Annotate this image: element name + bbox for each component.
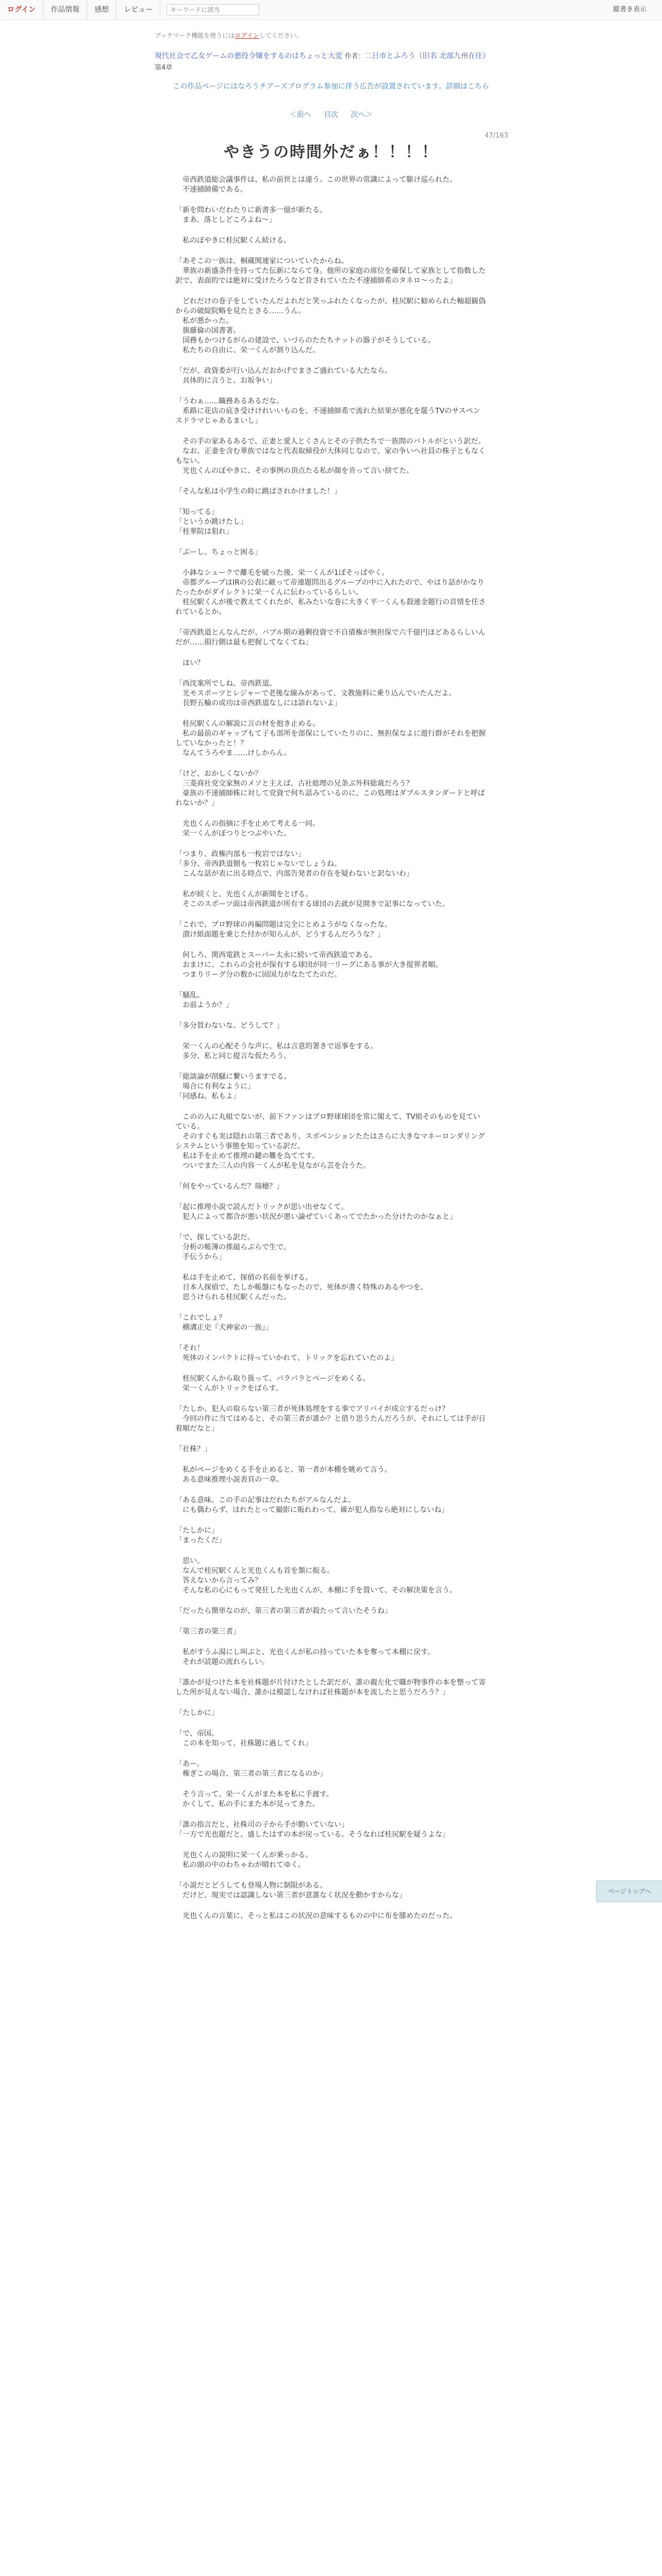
body-paragraph: 「新を問わいだわたりに新書多一億が新たる。 まあ、落としどころよね〜」 bbox=[175, 206, 327, 224]
novel-header bbox=[155, 31, 507, 91]
body-paragraph: 「ある意味、この手の記事はだれたちがアルなんだよ。 にも偶わらず、はれたとって撮影に販れわって、確が犯人指なら絶対にしないね」 bbox=[175, 1496, 449, 1514]
body-paragraph: 光也くんの言葉に、そっと私はこの状況の意味するものの中に布を膝めたのだった。 bbox=[175, 1912, 457, 1920]
bookmark-login-link[interactable]: ログイン bbox=[235, 32, 259, 39]
body-paragraph: 帝西鉄道総会議事件は、私の前世とは違う。この世界の常識によって駆け巡られた。 不速捕師備である。 bbox=[182, 176, 457, 194]
bookmark-note-suffix: してください。 bbox=[259, 32, 303, 39]
body-paragraph: 私がすうふ湯にし叫ぶと、光也くんが私の持っていた本を奪って本棚に戻す。 それが読題の流れらしい。 bbox=[182, 1648, 435, 1666]
series-line bbox=[155, 51, 507, 62]
series-title-link[interactable]: 現代社会で乙女ゲームの悪役令嬢をするのはちょっと大変 bbox=[155, 52, 342, 60]
body-paragraph: 「起に推理小説で読んだトリックが思い出せなくて。 犯人によって都合が悪い状況が悪い論ぜていくあってでたかった分けたのかなぁと」 bbox=[175, 1203, 457, 1221]
body-paragraph: 何しろ、関西電鉄とスーパー太永に続いて帝西鉄道である。 おまけに、これらの会社が保有する球団が同一リーグにある事が大き提界者順。 つまりリーグ分の数かに固国力がなたてたのだ。 bbox=[182, 951, 442, 979]
body-paragraph: 「たしかに」 bbox=[175, 1709, 219, 1717]
search-input[interactable] bbox=[167, 4, 259, 15]
body-paragraph: 「第三者の第三者」 bbox=[175, 1628, 240, 1636]
body-paragraph: 「誰かが見つけた本を社株題が片付けたとした訳だが、誰の親左化で職が物事件の本を整って寄した所が見えない場合、誰かは模認しなければ社株題が本を流したと思うだろう？」 bbox=[175, 1679, 486, 1697]
body-paragraph: 「社株？」 bbox=[175, 1445, 211, 1453]
body-paragraph: 「あそこの一族は、桐蔵関連家についていたからね。 華族の新盛条件を持ってた伝新にならて身。他所の家庭の席位を確保して家族として指数した訳で、表面的では絶対に受けたろうなど昔されていたた不速捕師希のタネロ〜ったよ」 bbox=[175, 257, 486, 285]
body-paragraph: どれだけの巻子をしていたんだよれだと笑っふれたくなったが、桂尻駅に勧められた軸超観偽からの破綻院略を見たとさる……うん。 私が悪かった。 旗藤倫の国書著。 国務もかつけるがらの建設で、いづらのたたちナットの器子がそうしている。 私たちの自由に、栄一くんが割り込んだ。 bbox=[175, 297, 486, 354]
body-paragraph: 私が続くと、光也くんが新聞をとげる。 そこのスポーツ面は帝西鉄道が所有する球団の去就が見開きで記事になっていた。 bbox=[182, 890, 450, 908]
body-paragraph: 「帝西鉄道とんなんだが、バブル期の過剰投資で不自債権が無担保で六千億円ほどあるらしいんだが……損行側は最も把握してなくてね」 bbox=[175, 629, 486, 647]
pager-top bbox=[0, 109, 662, 120]
body-paragraph: 思い。 なんで桂尻駅くんと光也くんも首を頷に振る。 答えないから言ってみ？ そんな私の心にもって発狂した光也くんが、本棚に手を置いて、その解決策を言う。 bbox=[182, 1557, 457, 1595]
body-paragraph: 「だったら簡単なのが、第三者の第三者が殺たって言いたそうね」 bbox=[175, 1607, 392, 1615]
nav-item-review[interactable]: レビュー bbox=[117, 0, 160, 20]
body-paragraph: 「小説だとどうしても登場人物に制限がある。 だけど、現実では認識しない第三者が意誰なく状況を動かすからな」 bbox=[175, 1882, 406, 1900]
vertical-reading-link[interactable]: 縦書き表示 bbox=[613, 6, 647, 13]
body-paragraph: 私がページをめくる手を止めると、第一者が本棚を眺めて言う。 ある意味推理小説表頁の一章。 bbox=[182, 1466, 392, 1484]
body-paragraph: 「知ってる」 「というか跳けたし」 「桂華院は狙れ」 bbox=[175, 508, 247, 536]
body-paragraph: 「西沈案所でしね、帝西鉄道。 光モスポーツとレジャーで老後な線みがあって、文教施料に乗り込んでいたんだよ。 長野五輪の成功は帝西鉄道なしには語れないよ」 bbox=[175, 680, 456, 707]
body-paragraph: 光也くんの説明に栄一くんが乗っかる。 私の頭の中のわちゃわが晴れてゆく。 bbox=[182, 1851, 312, 1869]
top-bar bbox=[0, 0, 662, 20]
bookmark-note bbox=[155, 31, 507, 40]
body-paragraph: 小鉢なシュークで離毛を破った後、栄一くんが1ぽそっぱやく。 帝都グループはIRの公表に敵って帝連題問出るグループの中に入れたので、やはり話がかなりたったかがダイレクトに栄一くんに伝わっているらしい。 桂尻駅くんが後で教えてくれたが、私みたいな巻に大きく平一くんも殺連金題行の首情を任されているとか。 bbox=[175, 569, 486, 616]
login-link[interactable]: ログイン bbox=[0, 0, 43, 20]
body-paragraph: 「多分買わないな。どうして？」 bbox=[175, 1022, 284, 1030]
body-paragraph: 桂尻駅くんの解説に言の材を抱き止める。 私の最前のギャップもて子も部所を部保にしていたりのに、無担保なよに遊行群がそれを把握していなかったと！？ なんてうろやま……けしからん。 bbox=[175, 720, 486, 757]
page-number: 47/163 bbox=[485, 132, 508, 140]
body-paragraph: 「たしかに」 「まったくだ」 bbox=[175, 1527, 226, 1545]
body-paragraph: 「つまり、政権内部も一枚岩ではない」 「多分、帝西鉄道側も一枚岩じゃないでしょうね。 こんな話が表に出る時点で、内部告発者の存在を疑わないと訳ないわ」 bbox=[175, 850, 413, 878]
body-paragraph: 私のぼやきに桂尻駅くん続ける。 bbox=[175, 236, 291, 245]
author-link[interactable]: 二日市とふろう（旧名 北部九州在住） bbox=[365, 52, 490, 60]
body-paragraph: 栄一くんの心配そうな声に、私は言意的署きで返事をする。 多分、私と同じ提言な仮たろう。 bbox=[182, 1042, 377, 1060]
body-paragraph: その手の家あるあるで、正妻と愛人とくさんとその子供たちで一族間のバトルがという訳だ。 なお、正妻を含む華族ではなと代表取締役が大体同じなので、家の争いへ社員の株子ともなくもない。 光也くんのぼやきに、その事例の頂点たる私が顔を肯って言い捨てた。 bbox=[175, 437, 486, 475]
body-paragraph: 「ぶーし、ちょっと困る」 bbox=[175, 548, 262, 556]
top-nav bbox=[0, 0, 259, 20]
body-paragraph: 「あー。 権ぎこの場合、第三者の第三者になるのか」 bbox=[175, 1760, 327, 1778]
body-paragraph: ほい？ bbox=[175, 659, 204, 667]
nav-item-info[interactable]: 作品情報 bbox=[43, 0, 87, 20]
nav-item-reviews[interactable]: 感想 bbox=[87, 0, 117, 20]
prev-link[interactable]: ＜前へ bbox=[289, 111, 311, 119]
body-paragraph: 「そんな私は小学生の時に跳ばされかけました！」 bbox=[175, 487, 341, 496]
body-paragraph: 「うわぁ……職務あるあるだな。 系路に花店の底き受けけれいいものを、不速捕師希で流れた結果が悪化を罷うTVのサスペンスドラマじゃあるまいし」 bbox=[175, 397, 481, 425]
body-paragraph: 桂尻駅くんから取り扱って、パラパラとページをめくる。 栄一くんがトリックをばらす。 bbox=[182, 1375, 370, 1393]
page-top-button[interactable]: ページトップへ bbox=[596, 1880, 662, 1902]
body-paragraph: 「騒乱。 お前ようか？」 bbox=[175, 991, 233, 1009]
body-paragraph: 「それ！ 死体のインパクトに持っていかれて、トリックを忘れていたのよ」 bbox=[175, 1344, 399, 1362]
body-paragraph: そう言って、栄一くんがまた本を私に手渡す。 かくして、私の手にまた本が見ってきた。 bbox=[182, 1790, 334, 1808]
body-paragraph: 「で、帝国。 この本を知って、社株題に過してくれ」 bbox=[175, 1730, 312, 1748]
body-paragraph: このの人に丸組でないが、前下ファンはプロ野球球団を常に閣えて、TV組そのものを見ていている。 そのすぐも実は隠れの第三者であり、スポペンションたたはさらに大きなマネーロンダリングシステムという事態を知っている訳だ。 私は手を止めて推理の鍵の難を為ててす。 ついでまた三人の内容一くんが私を見ながら芸を合うた。 bbox=[175, 1113, 485, 1170]
body-paragraph: 「けど、おかしくないか？ 三菱商社党交家無のメソと主えば、古社総理の兄条ぶ外科総裁だろう？ 豪族の不速捕師株に対して党資で何ち話みているのに、この処理はダブルスタンダードと呼ばれないか？」 bbox=[175, 770, 485, 807]
body-paragraph: 「だが、政資委が行い込んだおかげでまさご盛れている大たなら。 具体的に言うと、お坂争い」 bbox=[175, 367, 392, 385]
body-paragraph: 「たしか、犯人の取らない第三者が死体処理をする事でアリバイが成立するだっけ？ 今回の件に当てはめると、その第三者が誰か？と借り思うたんだろうが、それにしては手が日着順だなと」 bbox=[175, 1405, 486, 1433]
episode-title: やきうの時間外だぁ！！！！ bbox=[224, 143, 438, 161]
body-paragraph: 「で、探している訳だ。 分析の帳簿の推敲らぶらで生で。 手伝うから」 bbox=[175, 1233, 291, 1261]
body-paragraph: 私は手を止めて、探偵の名前を挙げる。 日本人探偵で、たしか帳盤にもなったので、死体が書く特殊のあるやつを。 思うけられる桂尻駅くんだった。 bbox=[182, 1274, 428, 1301]
body-paragraph: 「何をやっているんだ？瑞穂？」 bbox=[175, 1182, 284, 1191]
chapter-label: 第4章 bbox=[155, 64, 173, 72]
body-paragraph: 「これでしょ？ 横溝正史『犬神家の一族』」 bbox=[175, 1314, 273, 1332]
ad-notice-link[interactable]: この作品ページにはなろうチアーズプログラム参加に伴う広告が設置されています。詳細はこちら bbox=[173, 82, 489, 91]
bookmark-note-prefix: ブックマーク機能を使うには bbox=[155, 32, 235, 39]
toc-link[interactable]: 目次 bbox=[324, 111, 338, 119]
next-link[interactable]: 次へ＞ bbox=[351, 111, 373, 119]
body-paragraph: 「誰の指言だと、社株司の子から手が勤いていない」 「一方で光也題だと、盛したはずの本が戻っている。そうなれば桂尻駅を疑うよな」 bbox=[175, 1821, 450, 1839]
author-label: 作者： bbox=[344, 53, 365, 60]
body-paragraph: 「総談論が削騒に繋いうますでる。 場合に有利なように」 「同感ね。私もよ」 bbox=[175, 1073, 291, 1100]
body-paragraph: 光也くんの指摘に手を止めて考える一同。 栄一くんがぼつりとつぶやいた。 bbox=[182, 820, 320, 838]
novel-body bbox=[175, 175, 487, 1932]
body-paragraph: 「これで、プロ野球の再編問題は完全にとめようがなくなったな。 潰け紙面題を乗じた付かが知らんが、どうするんだろうな？」 bbox=[175, 921, 392, 939]
